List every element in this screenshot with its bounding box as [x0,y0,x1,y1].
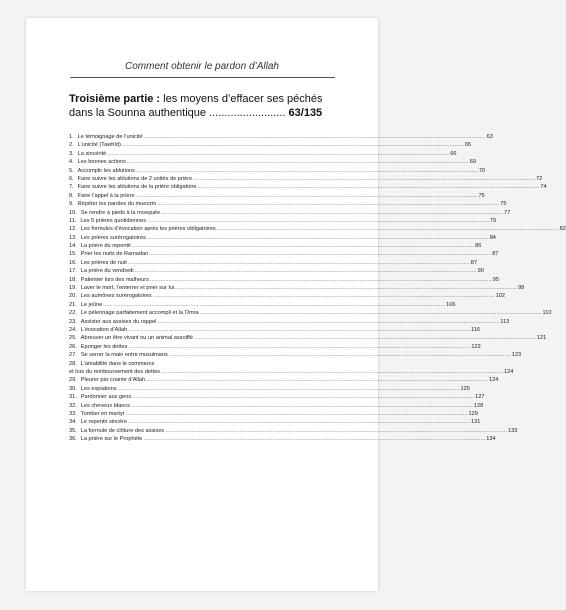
toc-leader-dots: ............................................................................................................................................................................................................................ [132,394,475,401]
toc-item-number: 16. [69,259,77,266]
toc-item-label: Se serrer la main entre musulmans [80,352,168,359]
toc-leader-dots: ............................................................................................................................................................................................................................ [199,310,542,317]
toc-item-number: 18. [69,276,77,283]
toc-item-page: 116 [471,326,480,333]
toc-item-page: 82 [559,226,566,233]
toc-item [69,200,507,208]
toc-item-number: 26. [69,343,77,350]
toc-item [69,343,481,351]
toc-item-page: 133 [508,427,518,434]
toc-item [69,167,486,175]
toc-item-number: 8. [69,192,74,199]
toc-leader-dots: ............................................................................................................................................................................................................................ [103,301,446,308]
toc-item [69,250,499,258]
toc-item-label: La sincérité [77,150,107,157]
toc-item-page: 124 [489,377,499,384]
toc-item-page: 98 [517,285,525,292]
toc-item-label: La prière sur le Prophète [80,436,143,443]
toc-leader-dots: ............................................................................................................................................................................................................................ [197,184,540,191]
toc-item-number: 5. [69,167,74,174]
toc-item-number: 30. [69,385,77,392]
toc-leader-dots: ............................................................................................................................................................................................................................ [130,402,473,409]
toc-item-label: Prier les nuits de Ramadan [80,251,149,258]
toc-item-page: 102 [495,293,505,300]
toc-leader-dots: ............................................................................................................................................................................................................................ [117,385,460,392]
toc-item-label: Les 5 prières quotidiennes [80,217,146,224]
toc-item-page: 87 [470,259,477,266]
toc-item-label: Les prières de nuit [80,259,127,266]
toc-item [69,368,514,376]
toc-leader-dots: ............................................................................................................................................................................................................................ [193,175,536,182]
toc-item-label: et lors du remboursement des dettes [69,368,161,375]
toc-item-label: Pardonner aux gens [80,394,132,401]
toc-item [69,209,511,217]
toc-item-label: La formule de clôture des assises [80,427,165,434]
toc-leader-dots: ............................................................................................................................................................................................................................ [146,377,489,384]
toc-leader-dots: ............................................................................................................................................................................................................................ [135,167,478,174]
toc-item-label: La prière du repentir [80,243,132,250]
toc-item-number: 9. [69,201,74,208]
section-title-dots: ......................... [209,107,286,119]
toc-item-label: Accomplir les ablutions [77,167,135,174]
toc-item-label: Le pèlerinage parfaitement accompli et la Omra [80,310,199,317]
toc-item-label: Laver le mort, l’enterrer et prier sur lui [80,285,175,292]
section-title-page: 63/135 [288,107,323,119]
toc-item-number: 6. [69,175,74,182]
book-page [26,18,566,591]
toc-item [69,318,510,326]
toc-item-label: Le repentir sincère [80,419,128,426]
toc-item [69,234,496,242]
toc-leader-dots: ............................................................................................................................................................................................................................ [128,419,471,426]
toc-item-number: 35. [69,427,77,434]
toc-item-label: Eponger les dettes [80,343,128,350]
toc-item-number: 4. [69,159,74,166]
toc-leader-dots: ............................................................................................................................................................................................................................ [121,142,464,149]
toc-item [69,259,477,267]
toc-item [69,183,547,191]
toc-leader-dots: ............................................................................................................................................................................................................................ [127,259,470,266]
toc-item-page: 75 [500,201,507,208]
toc-item-label: La prière du vendredi [80,268,134,275]
toc-item [69,158,477,166]
toc-item-number: 31. [69,394,77,401]
toc-item-number: 34. [69,419,77,426]
toc-item-number: 20. [69,293,77,300]
toc-item-page: 122 [471,343,481,350]
toc-item-label: L’amabilité dans le commerce [80,360,155,367]
toc-item-page: 79 [489,217,497,224]
toc-item-number: 33. [69,410,77,417]
toc-item-number: 25. [69,335,77,342]
toc-leader-dots: ............................................................................................................................................................................................................................ [128,343,471,350]
toc-item [69,276,500,284]
toc-item-page: 66 [450,150,457,157]
toc-item [69,351,522,359]
toc-item [69,301,456,309]
toc-item-number: 23. [69,318,77,325]
toc-item-page: 87 [492,251,499,258]
toc-leader-dots: ............................................................................................................................................................................................................................ [161,209,503,216]
toc-item-number: 13. [69,234,77,241]
toc-item-page: 63 [486,134,493,140]
toc-leader-dots: ............................................................................................................................................................................................................................ [132,243,475,250]
toc-leader-dots: ............................................................................................................................................................................................................................ [157,318,500,325]
toc-item [69,385,470,393]
toc-item-number: 21. [69,301,77,308]
running-header: Comment obtenir le pardon d’Allah [125,61,279,72]
toc-item-number: 27. [69,352,77,359]
toc-item-label: Pleurer par crainte d’Allah [80,377,146,384]
toc-item-label: Les aumônes surérogatoires [80,293,152,300]
toc-leader-dots: ............................................................................................................................................................................................................................ [126,159,469,166]
toc-item-label: Répéter les paroles du muezzin [77,201,157,208]
toc-item-number: 17. [69,268,77,275]
toc-item-page: 134 [486,436,496,443]
toc-item-number: 22. [69,310,77,317]
toc-item-page: 123 [511,352,522,359]
toc-item-number: 10. [69,209,77,216]
toc-item-page: 70 [478,167,486,174]
toc-item-number: 24. [69,326,77,333]
toc-item-number: 3. [69,150,74,157]
toc-item-number: 15. [69,251,77,258]
toc-item-number: 11. [69,217,77,224]
toc-leader-dots: ............................................................................................................................................................................................................................ [175,285,517,292]
toc-item-number: 28. [69,360,77,367]
toc-item-number: 36. [69,436,77,443]
toc-item-page: 121 [536,335,547,342]
toc-item-page: 86 [475,243,482,250]
toc-item-label: Le témoignage de l’unicité [77,134,143,140]
toc-item-number: 7. [69,184,74,191]
toc-item-number: 29. [69,377,77,384]
toc-item-label: Les expiations [80,385,117,392]
toc-item-page: 95 [492,276,500,283]
toc-item-page: 75 [478,192,485,199]
toc-item-number: 32. [69,402,77,409]
toc-leader-dots: ............................................................................................................................................................................................................................ [193,335,536,342]
toc-item [69,284,525,292]
toc-item-label: Le jeûne [80,301,103,308]
toc-leader-dots: ............................................................................................................................................................................................................................ [149,276,492,283]
toc-leader-dots: ............................................................................................................................................................................................................................ [152,293,495,300]
toc-item-number: 2. [69,142,74,149]
section-title [69,92,339,120]
toc-item [69,435,496,443]
toc-item-page: 84 [489,234,496,241]
toc-item-label: Faire suivre les ablutions de la prière obligatoire [77,184,197,191]
toc-item-number: 19. [69,285,77,292]
toc-item-label: L’unicité (Tawhîd) [77,142,121,149]
toc-leader-dots: ............................................................................................................................................................................................................................ [161,368,504,375]
toc-item-label: L’évocation d’Allah [80,326,128,333]
toc-item-page: 65 [464,142,472,149]
toc-item-page: 90 [477,268,484,275]
toc-item-label: Faire l’appel à la prière [77,192,135,199]
toc-leader-dots: ............................................................................................................................................................................................................................ [147,217,489,224]
toc-item [69,427,518,435]
toc-item-page: 69 [469,159,477,166]
toc-item [69,418,481,426]
toc-item [69,334,547,342]
toc-item-page: 129 [468,410,478,417]
toc-item [69,393,485,401]
toc-item [69,242,482,250]
section-title-bold: Troisième partie : [69,93,161,105]
toc-item [69,410,478,418]
toc-item-label: Patienter lors des malheurs [80,276,149,283]
toc-item-page: 124 [504,368,514,375]
toc-item-label: Se rendre à pieds à la mosquée [80,209,161,216]
toc-item-page: 128 [473,402,484,409]
section-title-text: les moyens d’effacer ses péchés dans la Sounna authentique [69,93,323,119]
toc-item-page: 74 [540,184,547,191]
toc-item [69,376,499,384]
toc-leader-dots: ............................................................................................................................................................................................................................ [128,326,471,333]
toc-leader-dots: ............................................................................................................................................................................................................................ [216,226,559,233]
toc-item-label: Les cheveux blancs [80,402,130,409]
toc-leader-dots: ............................................................................................................................................................................................................................ [143,134,486,140]
toc-item-number: 1. [69,134,74,140]
toc-leader-dots: ............................................................................................................................................................................................................................ [143,436,486,443]
toc-item [69,141,472,149]
toc-leader-dots: ............................................................................................................................................................................................................................ [107,150,450,157]
toc-item-page: 125 [460,385,470,392]
toc-item-number: 14. [69,243,77,250]
toc-item-label: Les prières surérogatoires [80,234,146,241]
toc-item-label: Les formules d’évocation après les prières obligatoires [80,226,216,233]
toc-item-label: Les bonnes actions [77,159,126,166]
toc-item [69,360,337,368]
toc-item-page: 72 [536,175,543,182]
toc-leader-dots: ............................................................................................................................................................................................................................ [146,234,489,241]
toc-item [69,309,552,317]
toc-leader-dots: ............................................................................................................................................................................................................................ [165,427,508,434]
toc-item-page: 77 [504,209,511,216]
toc-item-page: 110 [542,310,552,317]
toc-item-page: 113 [500,318,510,325]
toc-leader-dots: ............................................................................................................................................................................................................................ [168,352,511,359]
toc-item-label: Faire suivre les ablutions de 2 unités de prière [77,175,193,182]
toc-item-page: 127 [475,394,485,401]
toc-item [69,402,484,410]
toc-leader-dots: ............................................................................................................................................................................................................................ [135,192,478,199]
toc-item [69,225,566,233]
toc-leader-dots: ............................................................................................................................................................................................................................ [134,268,477,275]
toc-item [69,133,493,141]
toc-item-label: Tomber en martyr [80,410,125,417]
toc-item-label: Assister aux assises du rappel [80,318,157,325]
toc-item-label: Abreuver un être vivant ou un animal assoiffé [80,335,193,342]
toc-item [69,217,497,225]
toc-item-number: 12. [69,226,77,233]
toc-leader-dots: ............................................................................................................................................................................................................................ [149,251,492,258]
toc-item [69,175,543,183]
toc-leader-dots: ............................................................................................................................................................................................................................ [157,201,500,208]
toc-item [69,150,457,158]
toc-item [69,267,484,275]
header-rule [70,77,335,78]
toc-item-page: 106 [446,301,456,308]
toc-leader-dots: ............................................................................................................................................................................................................................ [125,410,468,417]
table-of-contents [69,133,566,443]
toc-item [69,292,505,300]
toc-item [69,326,480,334]
toc-item-page: 131 [471,419,481,426]
toc-item [69,192,485,200]
